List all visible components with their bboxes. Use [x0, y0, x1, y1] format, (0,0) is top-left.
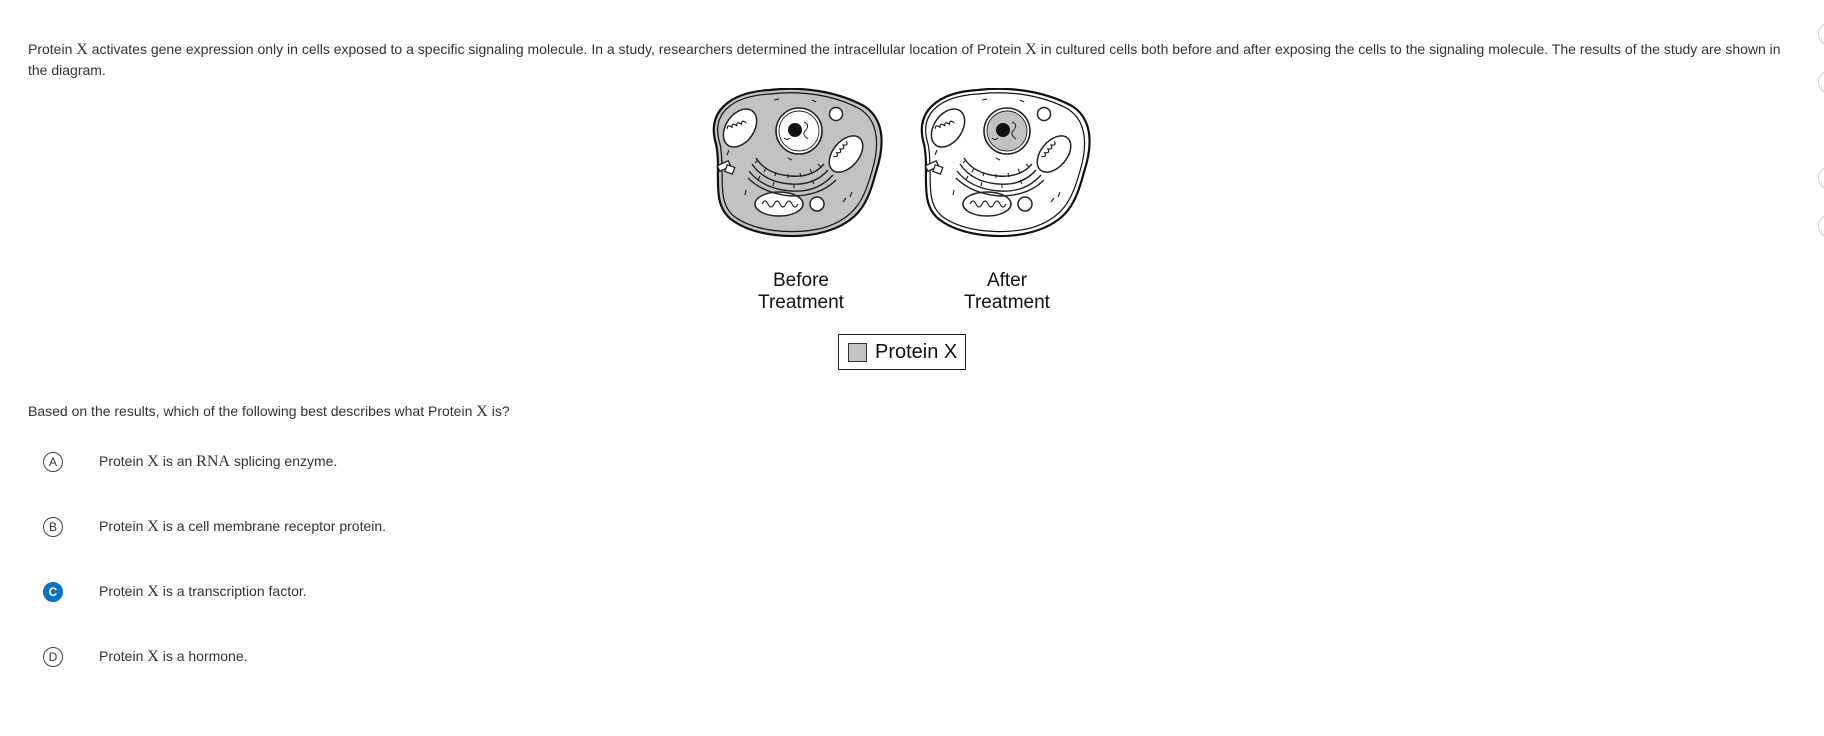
legend-label: Protein X: [875, 340, 958, 363]
choice-c-pre: Protein: [99, 583, 148, 599]
choice-b[interactable]: [43, 515, 387, 539]
stem-variable-x: X: [76, 41, 88, 58]
choice-d-text[interactable]: [99, 648, 248, 666]
stem-text-post: in cultured cells both before and after exposing the cells to the signaling molecule. The results of the study are shown in the diagram.: [28, 41, 1781, 78]
side-tool-button-4[interactable]: [1818, 214, 1824, 238]
choice-b-text[interactable]: [99, 518, 386, 536]
before-treatment-cell: [714, 89, 882, 236]
choice-a-post: splicing enzyme.: [229, 453, 338, 469]
choice-c-variable: X: [147, 583, 159, 600]
choice-a-pre: Protein: [99, 453, 148, 469]
stem-text-pre: Protein: [28, 41, 77, 57]
choice-d-bubble[interactable]: D: [43, 647, 63, 667]
after-label-line2: Treatment: [964, 292, 1050, 313]
choice-b-pre: Protein: [99, 518, 148, 534]
stem-text-mid: activates gene expression only in cells exposed to a specific signaling molecule. In a study, researchers determined the intracellular location of Protein: [87, 41, 1026, 57]
side-tool-button-1[interactable]: [1818, 22, 1824, 46]
choice-c-text[interactable]: [99, 583, 307, 601]
choice-d-pre: Protein: [99, 648, 148, 664]
choice-b-bubble[interactable]: B: [43, 517, 63, 537]
before-label-line2: Treatment: [758, 292, 844, 313]
prompt-text-post: is?: [487, 403, 510, 419]
question-prompt: [28, 403, 510, 421]
cell-diagram-figure: [690, 88, 1130, 380]
choice-a-rna: RNA: [196, 453, 230, 470]
choice-d-post: is a hormone.: [158, 648, 248, 664]
choice-a-variable: X: [147, 453, 159, 470]
protein-x-swatch: [848, 343, 867, 362]
choice-b-variable: X: [147, 518, 159, 535]
side-tool-button-2[interactable]: [1818, 70, 1824, 94]
after-label-line1: After: [986, 270, 1028, 291]
choice-a[interactable]: [43, 450, 338, 474]
choice-b-post: is a cell membrane receptor protein.: [158, 518, 387, 534]
prompt-text-pre: Based on the results, which of the following best describes what Protein: [28, 403, 477, 419]
choice-c-bubble[interactable]: C: [43, 582, 63, 602]
before-treatment-label: [726, 270, 876, 314]
after-treatment-cell: [922, 89, 1090, 236]
question-stem: [28, 39, 1788, 80]
choice-a-mid: is an: [158, 453, 197, 469]
choice-c[interactable]: [43, 580, 307, 604]
before-label-line1: Before: [773, 270, 829, 291]
stem-variable-x-2: X: [1025, 41, 1037, 58]
prompt-variable-x: X: [476, 403, 488, 420]
choice-a-bubble[interactable]: A: [43, 452, 63, 472]
after-treatment-label: [932, 270, 1082, 314]
choice-a-text[interactable]: [99, 453, 337, 471]
figure-legend: [838, 334, 966, 370]
choice-d-variable: X: [147, 648, 159, 665]
choice-c-post: is a transcription factor.: [158, 583, 307, 599]
side-tool-button-3[interactable]: [1818, 166, 1824, 190]
choice-d[interactable]: [43, 645, 248, 669]
